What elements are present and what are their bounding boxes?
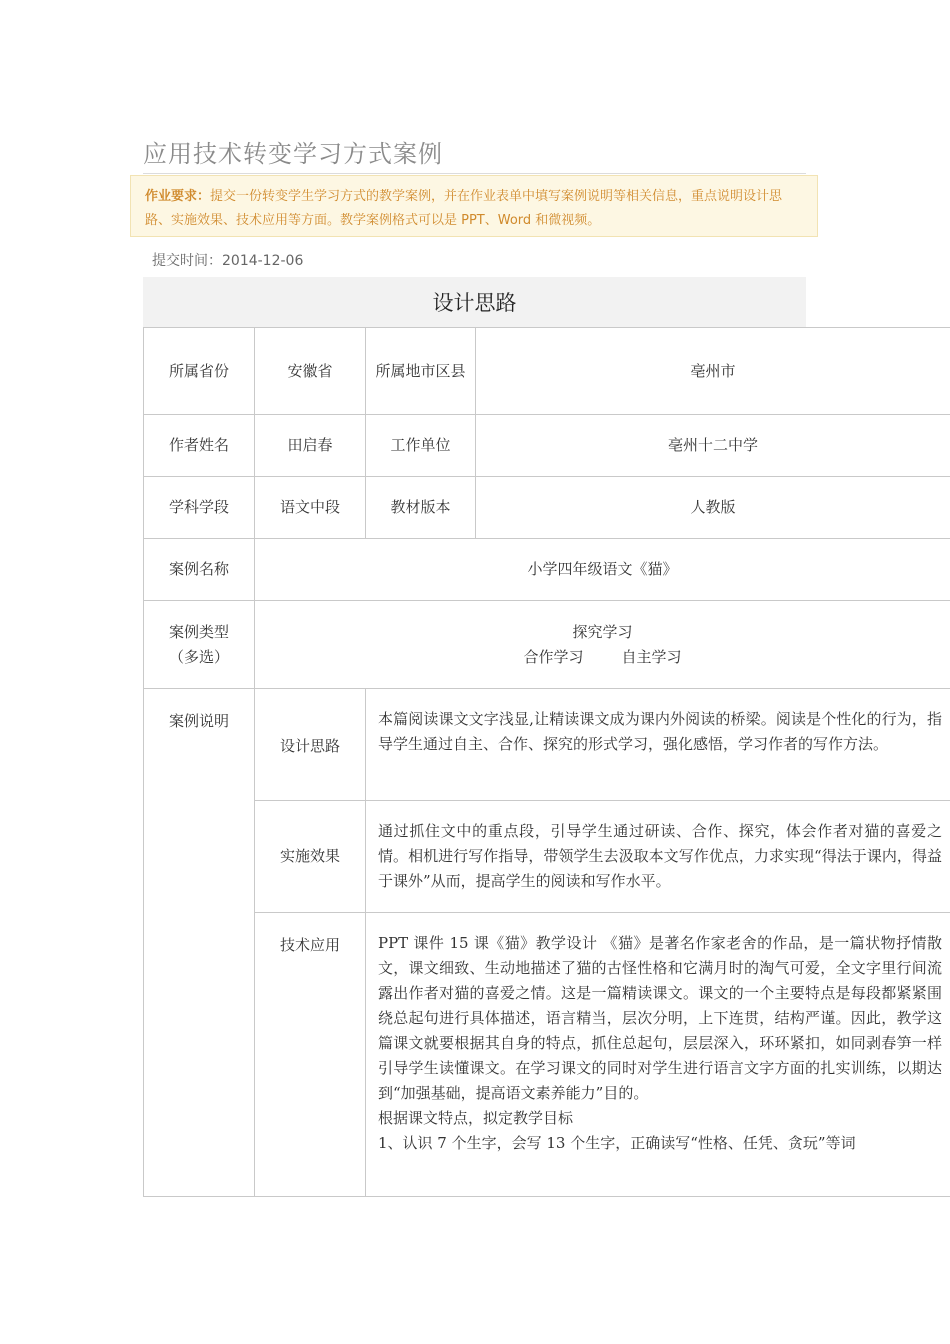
edition-label: 教材版本 bbox=[366, 477, 476, 539]
tech-goal-heading: 根据课文特点，拟定教学目标 bbox=[378, 1109, 574, 1127]
case-type-label bbox=[144, 601, 255, 689]
design-text: 本篇阅读课文文字浅显,让精读课文成为课内外阅读的桥梁。阅读是个性化的行为，指导学生通过自主、合作、探究的形式学习，强化感悟，学习作者的写作方法。 bbox=[366, 689, 950, 801]
case-type-inquiry: 探究学习 bbox=[572, 622, 633, 641]
case-type-value bbox=[255, 601, 950, 689]
case-type-label-line1: 案例类型 bbox=[168, 622, 229, 641]
subject-label: 学科学段 bbox=[144, 477, 255, 539]
table-row bbox=[144, 328, 950, 415]
section-header: 设计思路 bbox=[143, 277, 806, 327]
table-row bbox=[144, 801, 950, 913]
province-label: 所属省份 bbox=[144, 328, 255, 415]
author-value: 田启春 bbox=[255, 415, 366, 477]
tech-text bbox=[366, 913, 950, 1197]
case-type-row2 bbox=[261, 645, 944, 670]
case-table bbox=[143, 327, 950, 1197]
effect-text: 通过抓住文中的重点段，引导学生通过研读、合作、探究，体会作者对猫的喜爱之情。相机进行写作指导，带领学生去汲取本文写作优点，力求实现“得法于课内，得益于课外”从而，提高学生的阅读和写作水平。 bbox=[366, 801, 950, 913]
city-label: 所属地市区县 bbox=[366, 328, 476, 415]
case-name-value: 小学四年级语文《猫》 bbox=[255, 539, 950, 601]
notice-text: 提交一份转变学生学习方式的教学案例，并在作业表单中填写案例说明等相关信息，重点说明设计思路、实施效果、技术应用等方面。教学案例格式可以是 PPT、Word 和微视频。 bbox=[145, 189, 783, 228]
unit-value: 亳州十二中学 bbox=[476, 415, 950, 477]
page-title: 应用技术转变学习方式案例 bbox=[143, 140, 443, 168]
notice-label: 作业要求： bbox=[145, 189, 211, 204]
city-value: 亳州市 bbox=[476, 328, 950, 415]
author-label: 作者姓名 bbox=[144, 415, 255, 477]
design-label: 设计思路 bbox=[255, 689, 366, 801]
case-name-label: 案例名称 bbox=[144, 539, 255, 601]
table-row bbox=[144, 913, 950, 1197]
case-desc-label: 案例说明 bbox=[144, 689, 255, 1197]
case-type-cooperative: 合作学习 bbox=[523, 647, 584, 666]
title-divider bbox=[143, 173, 806, 174]
assignment-notice bbox=[130, 175, 818, 237]
unit-label: 工作单位 bbox=[366, 415, 476, 477]
tech-label: 技术应用 bbox=[255, 913, 366, 1197]
province-value: 安徽省 bbox=[255, 328, 366, 415]
tech-paragraph: PPT 课件 15 课《猫》教学设计 《猫》是著名作家老舍的作品，是一篇状物抒情散文，课文细致、生动地描述了猫的古怪性格和它满月时的淘气可爱，全文字里行间流露出作者对猫的喜爱之情。这是一篇精读课文。课文的一个主要特点是每段都紧紧围绕总起句进行具体描述，语言精当，层次分明，上下连贯，结构严谨。因此，教学这篇课文就要根据其自身的特点，抓住总起句，层层深入，环环紧扣，如同剥春笋一样引导学生读懂课文。在学习课文的同时对学生进行语言文字方面的扎实训练，以期达到“加强基础，提高语文素养能力”目的。 bbox=[378, 934, 942, 1102]
edition-value: 人教版 bbox=[476, 477, 950, 539]
effect-label: 实施效果 bbox=[255, 801, 366, 913]
table-row bbox=[144, 539, 950, 601]
subject-value: 语文中段 bbox=[255, 477, 366, 539]
table-row bbox=[144, 601, 950, 689]
submit-time: 提交时间：2014-12-06 bbox=[152, 253, 304, 269]
table-row bbox=[144, 689, 950, 801]
case-type-autonomous: 自主学习 bbox=[621, 647, 682, 666]
case-type-label-line2: （多选） bbox=[168, 647, 229, 666]
table-row bbox=[144, 415, 950, 477]
tech-goal-1: 1、认识 7 个生字，会写 13 个生字，正确读写“性格、任凭、贪玩”等词 bbox=[378, 1134, 856, 1152]
table-row bbox=[144, 477, 950, 539]
